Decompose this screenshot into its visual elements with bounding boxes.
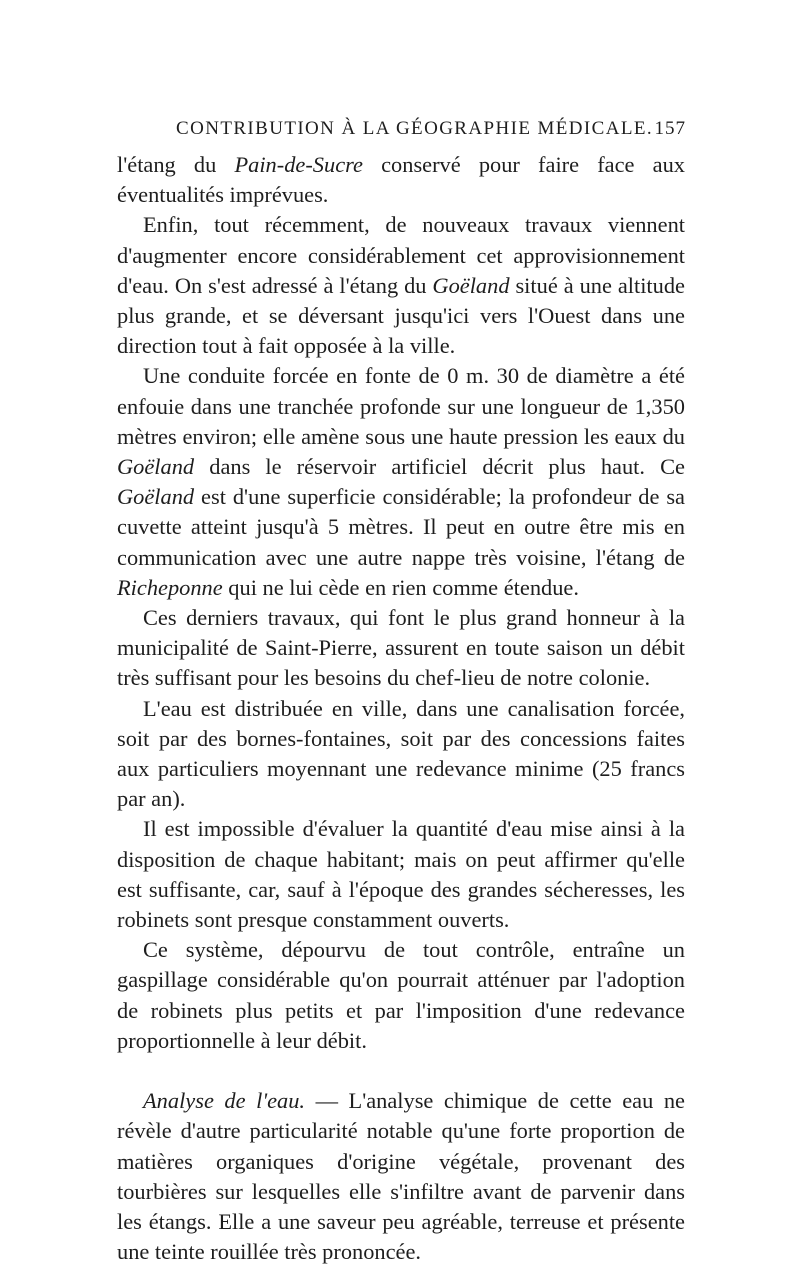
p1-text-a: l'étang du: [117, 152, 235, 177]
section-analyse: [117, 1086, 685, 1267]
p3-place-name-1: Goëland: [117, 454, 195, 480]
p3-place-name-2: Goëland: [117, 484, 195, 510]
p2-text-a: Enfin, tout récemment, de nouveaux travaux viennent d'augmenter encore considérablement cet approvisionnement d'eau. On s'est adressé à l'étang du: [117, 212, 685, 298]
page-number: 157: [654, 118, 686, 139]
paragraph-7: Ce système, dépourvu de tout contrôle, entraîne un gaspillage considérable qu'on pourrait atténuer par l'adoption de robinets plus petits et par l'imposition d'une redevance proportionnelle à leur débit.: [117, 937, 685, 1053]
running-title: CONTRIBUTION À LA GÉOGRAPHIE MÉDICALE.: [176, 118, 653, 139]
p3-place-name-3: Richeponne: [117, 574, 223, 600]
p1-place-name: Pain-de-Sucre: [234, 152, 363, 177]
p3-text-a: Une conduite forcée en fonte de 0 m. 30 de diamètre a été enfouie dans une tranchée profonde sur une longueur de 1,350 mètres environ; elle amène sous une haute pression les eaux du: [117, 363, 685, 449]
paragraph-1: [117, 150, 685, 210]
section-dash: —: [305, 1088, 349, 1114]
p2-text-c: situé à une altitude plus grande, et se déversant jusqu'ici vers l'Ouest dans une direction tout à fait opposée à la ville.: [117, 272, 685, 359]
p2-place-name: Goëland: [432, 272, 510, 298]
p1-text-c: conservé pour faire face aux éventualités imprévues.: [117, 152, 685, 208]
paragraph-2: [117, 210, 685, 361]
paragraph-4: Ces derniers travaux, qui font le plus grand honneur à la municipalité de Saint-Pierre, assurent en toute saison un débit très suffisant pour les besoins du chef-lieu de notre colonie.: [117, 605, 685, 691]
body-text: [117, 150, 685, 1267]
p3-text-c: dans le réservoir artificiel décrit plus haut. Ce: [194, 454, 685, 480]
paragraph-3: [117, 361, 685, 603]
section-text: L'analyse chimique de cette eau ne révèle d'autre particularité notable qu'une forte proportion de matières organiques d'origine végétale, provenant des tourbières sur lesquelles elle s'infiltre avant de parvenir dans les étangs. Elle a une saveur peu agréable, terreuse et présente une teinte rouillée très prononcée.: [117, 1088, 685, 1265]
running-header: [176, 118, 686, 142]
paragraph-5: L'eau est distribuée en ville, dans une canalisation forcée, soit par des bornes-fontaines, soit par des concessions faites aux particuliers moyennant une redevance minime (25 francs par an).: [117, 695, 685, 812]
p3-text-e: est d'une superficie considérable; la profondeur de sa cuvette atteint jusqu'à 5 mètres. Il peut en outre être mis en communication avec une autre nappe très voisine, l'étang de: [117, 484, 685, 570]
p3-text-g: qui ne lui cède en rien comme étendue.: [222, 574, 579, 600]
paragraph-6: Il est impossible d'évaluer la quantité d'eau mise ainsi à la disposition de chaque habitant; mais on peut affirmer qu'elle est suffisante, car, sauf à l'époque des grandes sécheresses, les robinets sont presque constamment ouverts.: [117, 816, 685, 933]
section-heading: Analyse de l'eau.: [143, 1088, 306, 1114]
